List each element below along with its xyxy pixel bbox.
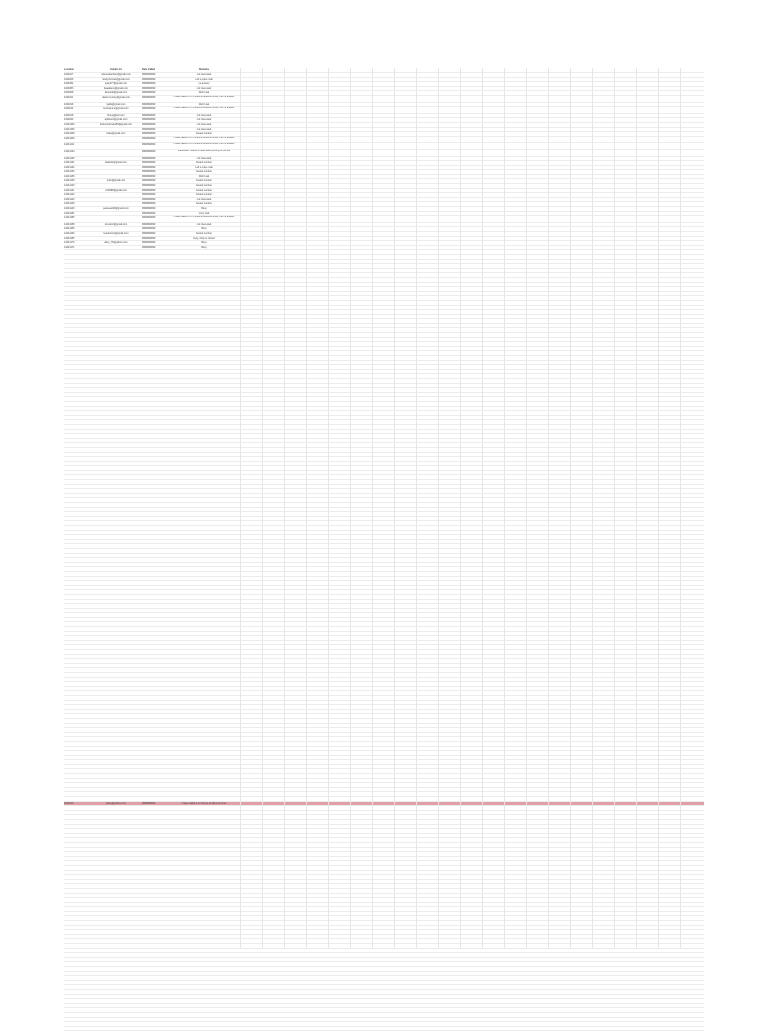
location-cell[interactable]: 14441165 — [64, 237, 90, 240]
remarks-cell[interactable]: not interested — [172, 223, 236, 226]
remarks-cell[interactable]: not interested — [172, 123, 236, 126]
location-cell[interactable]: 14441140 — [64, 184, 90, 187]
date-cell[interactable]: 9999999999 — [142, 91, 172, 94]
location-cell[interactable]: 14441124 — [64, 150, 90, 153]
date-cell[interactable]: 9999999999 — [142, 223, 172, 226]
location-cell[interactable]: 14441100 — [64, 123, 90, 126]
remarks-cell[interactable]: not interested — [172, 87, 236, 90]
email-cell[interactable]: lexiebrown@gmail.com — [90, 232, 142, 235]
email-cell[interactable]: kiske@gmail.com — [90, 132, 142, 135]
date-cell[interactable]: 9999999999 — [142, 103, 172, 106]
email-cell[interactable]: kaleb11@gmail.com — [90, 161, 142, 164]
location-cell[interactable]: 14441146 — [64, 202, 90, 205]
table-row[interactable] — [64, 96, 704, 103]
remarks-cell[interactable]: Interested - wants to hear about pricing of the wifi — [172, 150, 236, 153]
remarks-cell[interactable]: Busy — [172, 241, 236, 244]
table-row[interactable] — [64, 107, 704, 114]
empty-row[interactable] — [64, 1027, 704, 1031]
highlight-email-cell[interactable]: jwiley@yahoo.com — [90, 802, 142, 805]
remarks-cell[interactable]: busted number — [172, 179, 236, 182]
email-cell[interactable]: tgallo@gmail.com — [90, 103, 142, 106]
remarks-cell[interactable]: Didn't ask — [172, 175, 236, 178]
location-cell[interactable]: 14441135 — [64, 175, 90, 178]
remarks-cell[interactable]: Didn't ask — [172, 91, 236, 94]
date-cell[interactable]: 9999999999 — [142, 193, 172, 196]
remarks-cell[interactable]: busted number — [172, 193, 236, 196]
email-cell[interactable]: kerrieleone@gmail.com — [90, 107, 142, 110]
remarks-cell[interactable]: not interested — [172, 157, 236, 160]
remarks-cell[interactable]: not interested — [172, 128, 236, 131]
remarks-cell[interactable]: I have called 2 to 3 times at different times, but no answer — [172, 96, 236, 99]
table-row[interactable] — [64, 216, 704, 223]
date-cell[interactable]: 9999999999 — [142, 232, 172, 235]
date-cell[interactable]: 9999999999 — [142, 202, 172, 205]
date-cell[interactable]: 9999999999 — [142, 246, 172, 249]
remarks-cell[interactable]: not interested — [172, 73, 236, 76]
date-cell[interactable]: 9999999999 — [142, 170, 172, 173]
date-cell[interactable]: 9999999999 — [142, 150, 172, 153]
location-cell[interactable]: 4444022 — [64, 118, 90, 121]
data-rows — [64, 73, 704, 1031]
spreadsheet — [64, 68, 704, 1031]
remarks-cell[interactable]: no answer — [172, 82, 236, 85]
highlight-date-cell[interactable]: 9999999999 — [142, 802, 172, 805]
email-cell[interactable]: jeanwest49@gmail.com — [90, 207, 142, 210]
remarks-cell[interactable]: busted number — [172, 189, 236, 192]
location-cell[interactable]: 14441158 — [64, 223, 90, 226]
email-cell[interactable]: daniel.murray@gmail.com — [90, 96, 142, 99]
email-cell[interactable]: crs8398@gmail.com — [90, 189, 142, 192]
date-cell[interactable]: 9999999999 — [142, 143, 172, 146]
remarks-cell[interactable]: busy, shop is closed — [172, 237, 236, 240]
column-header-location[interactable]: Location — [64, 68, 90, 71]
date-cell[interactable]: 9999999999 — [142, 82, 172, 85]
location-cell[interactable]: 14441162 — [64, 232, 90, 235]
location-cell[interactable]: 14441131 — [64, 161, 90, 164]
table-row[interactable] — [64, 150, 704, 157]
date-cell[interactable]: 9999999999 — [142, 128, 172, 131]
remarks-cell[interactable]: busted number — [172, 184, 236, 187]
table-row[interactable] — [64, 137, 704, 144]
date-cell[interactable]: 9999999999 — [142, 118, 172, 121]
location-cell[interactable]: 4444082 — [64, 82, 90, 85]
location-cell[interactable]: 14441109 — [64, 137, 90, 140]
highlight-location-cell[interactable]: 4444040 — [64, 802, 90, 805]
remarks-cell[interactable]: I have called 2 to 3 times at different times, but no answer — [172, 137, 236, 140]
date-cell[interactable]: 9999999999 — [142, 241, 172, 244]
email-cell[interactable]: lisaadams@gmail.com — [90, 87, 142, 90]
remarks-cell[interactable]: I have called 2 to 3 times at different times, but no answer — [172, 216, 236, 219]
location-cell[interactable]: 14441106 — [64, 128, 90, 131]
column-header-date[interactable]: Date Called — [142, 68, 172, 71]
email-cell[interactable]: adey_76@yahoo.com — [90, 241, 142, 244]
location-cell[interactable]: 4444011 — [64, 96, 90, 99]
location-cell[interactable]: 14441133 — [64, 170, 90, 173]
location-cell[interactable]: 4444083 — [64, 87, 90, 90]
remarks-cell[interactable]: busted number — [172, 202, 236, 205]
remarks-cell[interactable]: busted number — [172, 132, 236, 135]
location-cell[interactable]: 14441141 — [64, 189, 90, 192]
date-cell[interactable]: 9999999999 — [142, 166, 172, 169]
location-cell[interactable]: 14441142 — [64, 193, 90, 196]
date-cell[interactable]: 9999999999 — [142, 123, 172, 126]
remarks-cell[interactable]: not interested — [172, 114, 236, 117]
location-cell[interactable]: 14441159 — [64, 227, 90, 230]
email-cell[interactable]: bkung@aol.com — [90, 114, 142, 117]
location-cell[interactable]: 14441171 — [64, 246, 90, 249]
location-cell[interactable]: 4444006 — [64, 78, 90, 81]
date-cell[interactable]: 9999999999 — [142, 179, 172, 182]
date-cell[interactable]: 9999999999 — [142, 87, 172, 90]
table-row[interactable] — [64, 143, 704, 150]
location-cell[interactable]: 14441155 — [64, 216, 90, 219]
remarks-cell[interactable]: busted number — [172, 161, 236, 164]
date-cell[interactable]: 9999999999 — [142, 137, 172, 140]
email-cell[interactable]: apilisoon@gmail.com — [90, 118, 142, 121]
date-cell[interactable]: 9999999999 — [142, 157, 172, 160]
date-cell[interactable]: 9999999999 — [142, 132, 172, 135]
email-cell[interactable]: jmim@gmail.com — [90, 179, 142, 182]
location-cell[interactable]: 14441130 — [64, 157, 90, 160]
remarks-cell[interactable]: not interested — [172, 198, 236, 201]
location-cell[interactable]: 14441170 — [64, 241, 90, 244]
date-cell[interactable]: 9999999999 — [142, 227, 172, 230]
date-cell[interactable]: 9999999999 — [142, 114, 172, 117]
email-cell[interactable]: randy.thomas@gmail.com — [90, 78, 142, 81]
remarks-cell[interactable]: not interested — [172, 118, 236, 121]
remarks-cell[interactable]: Busy — [172, 207, 236, 210]
remarks-cell[interactable]: busted number — [172, 232, 236, 235]
location-cell[interactable]: 4444019 — [64, 103, 90, 106]
remarks-cell[interactable]: I have called 2 to 3 times at different times, but no answer — [172, 143, 236, 146]
remarks-cell[interactable]: Busy — [172, 227, 236, 230]
remarks-cell[interactable]: I have called 2 to 3 times at different times, but no answer — [172, 107, 236, 110]
location-cell[interactable]: 4444008 — [64, 91, 90, 94]
location-cell[interactable]: 4444014 — [64, 107, 90, 110]
remarks-cell[interactable]: Busy — [172, 246, 236, 249]
date-cell[interactable]: 9999999999 — [142, 78, 172, 81]
remarks-cell[interactable]: Didn't ask — [172, 103, 236, 106]
remarks-cell[interactable]: Left a voice mail — [172, 78, 236, 81]
date-cell[interactable]: 9999999999 — [142, 212, 172, 215]
column-header-remarks[interactable]: Remarks — [172, 68, 236, 71]
location-cell[interactable]: 14441111 — [64, 143, 90, 146]
location-cell[interactable]: 14441143 — [64, 198, 90, 201]
email-cell[interactable]: kimpettit@gmail.com — [90, 91, 142, 94]
email-cell[interactable]: kcustom@gmail.com — [90, 223, 142, 226]
location-cell[interactable]: 14441149 — [64, 207, 90, 210]
date-cell[interactable]: 9999999999 — [142, 189, 172, 192]
location-cell[interactable]: 14441132 — [64, 166, 90, 169]
date-cell[interactable]: 9999999999 — [142, 237, 172, 240]
date-cell[interactable]: 9999999999 — [142, 198, 172, 201]
location-cell[interactable]: 14441108 — [64, 132, 90, 135]
date-cell[interactable]: 9999999999 — [142, 107, 172, 110]
email-cell[interactable]: rebeccalambert@gmail.com — [90, 73, 142, 76]
location-cell[interactable]: 4444018 — [64, 114, 90, 117]
remarks-cell[interactable]: busted number — [172, 170, 236, 173]
location-cell[interactable]: 14441151 — [64, 212, 90, 215]
remarks-cell[interactable]: sorry, bad — [172, 212, 236, 215]
date-cell[interactable]: 9999999999 — [142, 216, 172, 219]
date-cell[interactable]: 9999999999 — [142, 96, 172, 99]
column-header-email[interactable]: Email List — [90, 68, 142, 71]
date-cell[interactable]: 9999999999 — [142, 207, 172, 210]
date-cell[interactable]: 9999999999 — [142, 73, 172, 76]
highlight-remarks-cell[interactable]: I have called 2 to 3 times at different times — [172, 802, 236, 805]
date-cell[interactable]: 9999999999 — [142, 175, 172, 178]
email-cell[interactable]: josiek77@gmail.com — [90, 82, 142, 85]
email-cell[interactable]: kimberlybrooks89@gmail.com — [90, 123, 142, 126]
location-cell[interactable]: 14441139 — [64, 179, 90, 182]
date-cell[interactable]: 9999999999 — [142, 161, 172, 164]
remarks-cell[interactable]: Left a voice mail — [172, 166, 236, 169]
date-cell[interactable]: 9999999999 — [142, 184, 172, 187]
location-cell[interactable]: 4444017 — [64, 73, 90, 76]
